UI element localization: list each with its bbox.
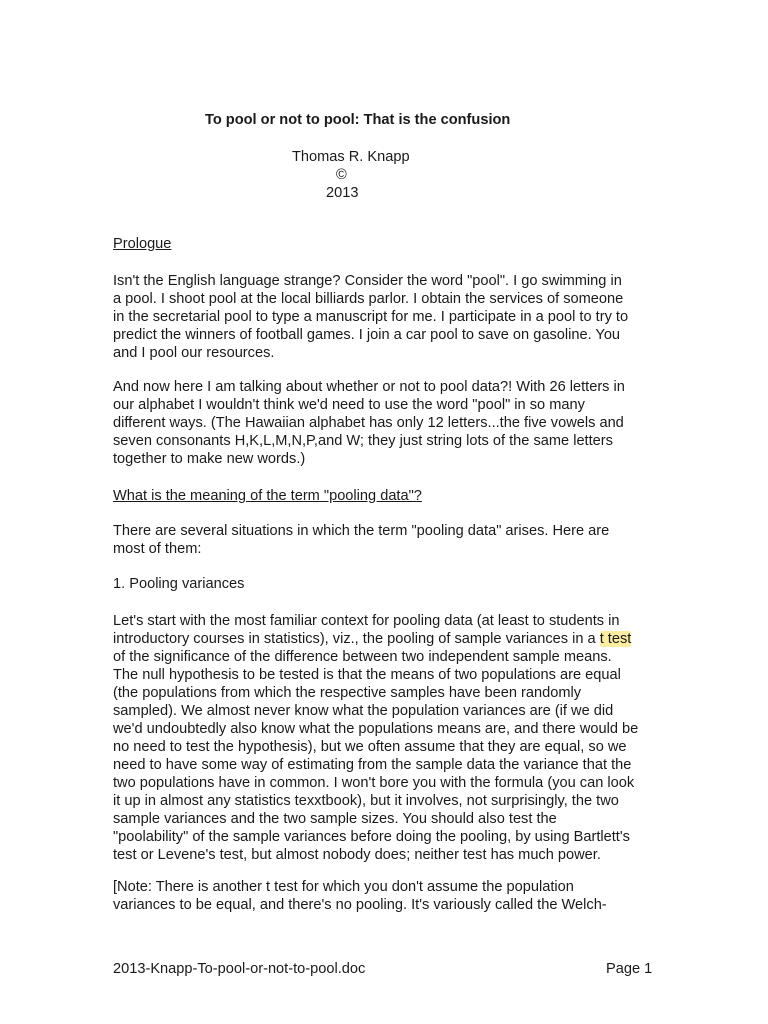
- paragraph-line: and I pool our resources.: [113, 345, 275, 361]
- paragraph-line: [113, 630, 658, 648]
- paragraph-line: sampled). We almost never know what the population variances are (if we did: [113, 703, 614, 719]
- paragraph-line: Isn't the English language strange? Consider the word "pool". I go swimming in: [113, 273, 622, 289]
- publication-year: 2013: [326, 185, 359, 201]
- footer-filename: 2013-Knapp-To-pool-or-not-to-pool.doc: [113, 961, 366, 977]
- prologue-heading: Prologue: [113, 236, 172, 252]
- paragraph-line: (the populations from which the respective samples have been randomly: [113, 685, 582, 701]
- paragraph-line: predict the winners of football games. I join a car pool to save on gasoline. You: [113, 327, 621, 343]
- meaning-heading: What is the meaning of the term "pooling data"?: [113, 488, 422, 504]
- paragraph-line: a pool. I shoot pool at the local billiards parlor. I obtain the services of someone: [113, 291, 624, 307]
- paragraph-line: The null hypothesis to be tested is that the means of two populations are equal: [113, 667, 621, 683]
- paragraph-line: need to have some way of estimating from the sample data the variance that the: [113, 757, 632, 773]
- paragraph-line: our alphabet I wouldn't think we'd need to use the word "pool" in so many: [113, 397, 585, 413]
- highlighted-term[interactable]: t test: [599, 631, 632, 647]
- paragraph-line: no need to test the hypothesis), but we often assume that they are equal, so we: [113, 739, 627, 755]
- prologue-paragraph-1: [113, 272, 658, 362]
- author-name: Thomas R. Knapp: [292, 149, 410, 165]
- paragraph-line: test or Levene's test, but almost nobody does; neither test has much power.: [113, 847, 601, 863]
- paragraph-line: most of them:: [113, 541, 202, 557]
- meaning-paragraph: [113, 522, 658, 558]
- paragraph-line: together to make new words.): [113, 451, 306, 467]
- paragraph-line: variances to be equal, and there's no pooling. It's variously called the Welch-: [113, 897, 607, 913]
- paragraph-line: in the secretarial pool to type a manuscript for me. I participate in a pool to try to: [113, 309, 629, 325]
- paragraph-line: we'd undoubtedly also know what the populations means are, and there would be: [113, 721, 639, 737]
- paragraph-text: introductory courses in statistics), viz., the pooling of sample variances in a: [113, 631, 600, 647]
- paragraph-line: [Note: There is another t test for which you don't assume the population: [113, 879, 574, 895]
- paragraph-line: There are several situations in which the term "pooling data" arises. Here are: [113, 523, 610, 539]
- paragraph-line: And now here I am talking about whether or not to pool data?! With 26 letters in: [113, 379, 625, 395]
- paragraph-line: it up in almost any statistics texxtbook), but it involves, not surprisingly, the two: [113, 793, 619, 809]
- section-1-paragraph: [113, 612, 658, 864]
- paragraph-line: different ways. (The Hawaiian alphabet has only 12 letters...the five vowels and: [113, 415, 624, 431]
- paragraph-line: sample variances and the two sample sizes. You should also test the: [113, 811, 557, 827]
- document-title: To pool or not to pool: That is the confusion: [205, 112, 511, 128]
- note-paragraph: [113, 878, 658, 914]
- paragraph-line: two populations have in common. I won't bore you with the formula (you can look: [113, 775, 635, 791]
- paragraph-line: Let's start with the most familiar context for pooling data (at least to students in: [113, 613, 620, 629]
- copyright-symbol: ©: [336, 167, 347, 183]
- paragraph-line: seven consonants H,K,L,M,N,P,and W; they just string lots of the same letters: [113, 433, 613, 449]
- section-1-heading: 1. Pooling variances: [113, 576, 245, 592]
- paragraph-line: of the significance of the difference between two independent sample means.: [113, 649, 612, 665]
- prologue-paragraph-2: [113, 378, 658, 468]
- paragraph-line: "poolability" of the sample variances before doing the pooling, by using Bartlett's: [113, 829, 630, 845]
- footer-page-number: Page 1: [606, 961, 653, 977]
